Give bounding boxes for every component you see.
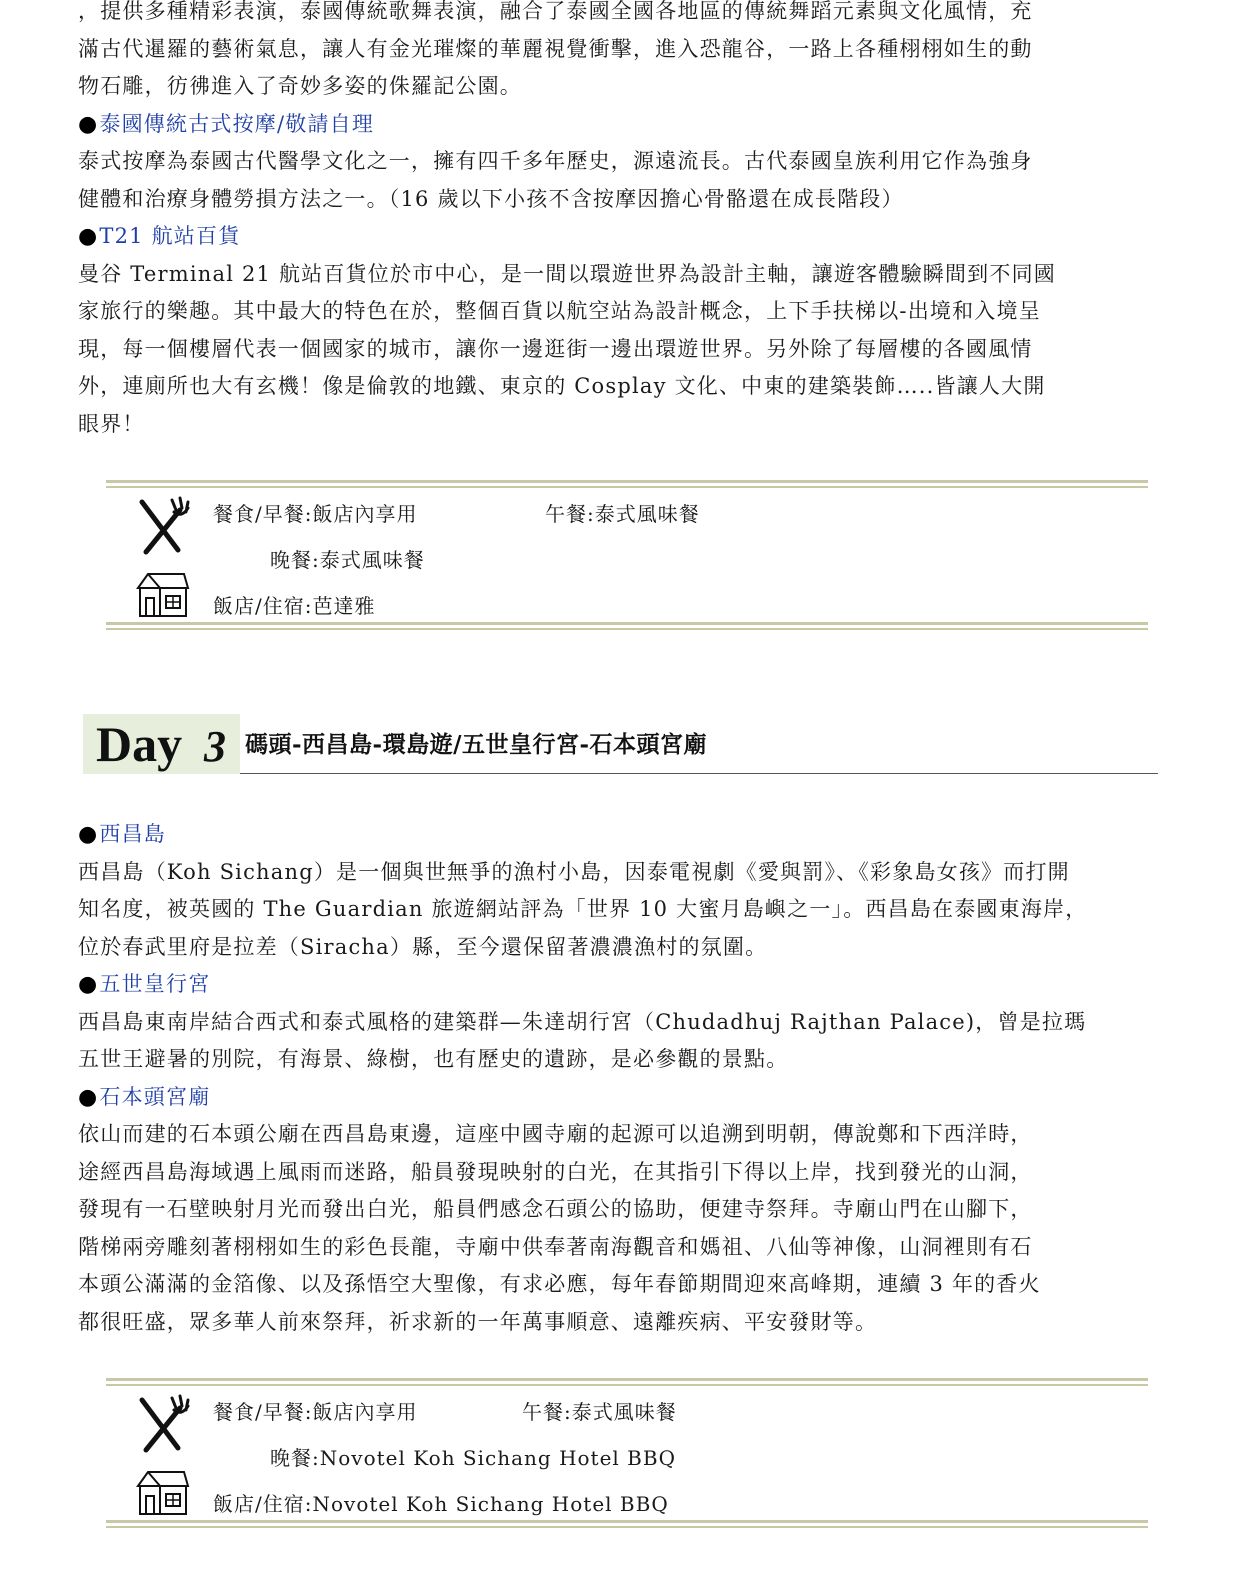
breakfast-text: 餐食/早餐:飯店內享用	[213, 1400, 418, 1424]
massage-line: 健體和治療身體勞損方法之一。（16 歲以下小孩不含按摩因擔心骨骼還在成長階段）	[78, 187, 904, 211]
intro-line: 滿古代暹羅的藝術氣息，讓人有金光璀燦的華麗視覺衝擊，進入恐龍谷，一路上各種栩栩如生的動	[78, 37, 1033, 61]
section-heading-koh-sichang: ●西昌島	[78, 822, 167, 847]
temple-line: 發現有一石壁映射月光而發出白光，船員們感念石頭公的協助，便建寺祭拜。寺廟山門在山腳下，	[78, 1197, 1033, 1221]
palace-line: 五世王避暑的別院，有海景、綠樹，也有歷史的遺跡，是必參觀的景點。	[78, 1047, 789, 1071]
temple-line: 途經西昌島海域遇上風雨而迷路，船員發現映射的白光，在其指引下得以上岸，找到發光的山洞，	[78, 1160, 1033, 1184]
temple-line: 都很旺盛，眾多華人前來祭拜，祈求新的一年萬事順意、遠離疾病、平安發財等。	[78, 1310, 878, 1334]
lunch-text: 午餐:泰式風味餐	[522, 1400, 677, 1424]
house-icon	[136, 1468, 190, 1520]
t21-line: 外，連廁所也大有玄機！像是倫敦的地鐵、東京的 Cosplay 文化、中東的建築裝飾…..皆讓人大開	[78, 374, 1046, 398]
meal-box-top-rule	[106, 1378, 1148, 1386]
temple-line: 本頭公滿滿的金箔像、以及孫悟空大聖像，有求必應，每年春節期間迎來高峰期，連續 3 年的香火	[78, 1272, 1041, 1296]
intro-line: ，提供多種精彩表演，泰國傳統歌舞表演，融合了泰國全國各地區的傳統舞蹈元素與文化風情，充	[78, 0, 1033, 23]
section-heading-temple: ●石本頭宮廟	[78, 1085, 211, 1110]
t21-line: 眼界！	[78, 412, 145, 436]
massage-line: 泰式按摩為泰國古代醫學文化之一，擁有四千多年歷史，源遠流長。古代泰國皇族利用它作為強身	[78, 149, 1033, 173]
meal-box-bottom-rule	[106, 1520, 1148, 1528]
temple-line: 階梯兩旁雕刻著栩栩如生的彩色長龍，寺廟中供奉著南海觀音和媽祖、八仙等神像，山洞裡則有石	[78, 1235, 1033, 1259]
sichang-line: 位於春武里府是拉差（Siracha）縣，至今還保留著濃濃漁村的氛圍。	[78, 935, 768, 959]
t21-line: 曼谷 Terminal 21 航站百貨位於市中心，是一間以環遊世界為設計主軸，讓遊客體驗瞬間到不同國	[78, 262, 1056, 286]
fork-knife-icon	[136, 1394, 192, 1458]
breakfast-text: 餐食/早餐:飯店內享用	[213, 502, 418, 526]
day-label: Day	[96, 716, 183, 772]
day-title: 碼頭-西昌島-環島遊/五世皇行宮-石本頭宮廟	[245, 731, 708, 758]
dinner-text: 晚餐:Novotel Koh Sichang Hotel BBQ	[270, 1446, 676, 1470]
section-heading-massage: ●泰國傳統古式按摩/敬請自理	[78, 112, 375, 137]
fork-knife-icon	[136, 496, 192, 560]
dinner-text: 晚餐:泰式風味餐	[270, 548, 425, 572]
day-number: 3	[204, 722, 226, 771]
palace-line: 西昌島東南岸結合西式和泰式風格的建築群—朱達胡行宮（Chudadhuj Rajthan Palace)，曾是拉瑪	[78, 1010, 1087, 1034]
section-heading-t21: ●T21 航站百貨	[78, 224, 241, 249]
section-heading-palace: ●五世皇行宮	[78, 972, 211, 997]
sichang-line: 西昌島（Koh Sichang）是一個與世無爭的漁村小島，因泰電視劇《愛與罰》、《彩象島女孩》而打開	[78, 860, 1070, 884]
hotel-text: 飯店/住宿:芭達雅	[213, 594, 376, 618]
hotel-text: 飯店/住宿:Novotel Koh Sichang Hotel BBQ	[213, 1492, 669, 1516]
t21-line: 家旅行的樂趣。其中最大的特色在於，整個百貨以航空站為設計概念，上下手扶梯以-出境和入境呈	[78, 299, 1041, 323]
day-title-underline	[240, 773, 1158, 774]
meal-box-top-rule	[106, 480, 1148, 488]
meal-box-bottom-rule	[106, 622, 1148, 630]
t21-line: 現，每一個樓層代表一個國家的城市，讓你一邊逛街一邊出環遊世界。另外除了每層樓的各國風情	[78, 337, 1033, 361]
lunch-text: 午餐:泰式風味餐	[545, 502, 700, 526]
house-icon	[136, 570, 190, 622]
intro-line: 物石雕，彷彿進入了奇妙多姿的侏羅記公園。	[78, 74, 522, 98]
sichang-line: 知名度，被英國的 The Guardian 旅遊網站評為「世界 10 大蜜月島嶼之一」。西昌島在泰國東海岸，	[78, 897, 1088, 921]
temple-line: 依山而建的石本頭公廟在西昌島東邊，這座中國寺廟的起源可以追溯到明朝，傳說鄭和下西洋時，	[78, 1122, 1033, 1146]
